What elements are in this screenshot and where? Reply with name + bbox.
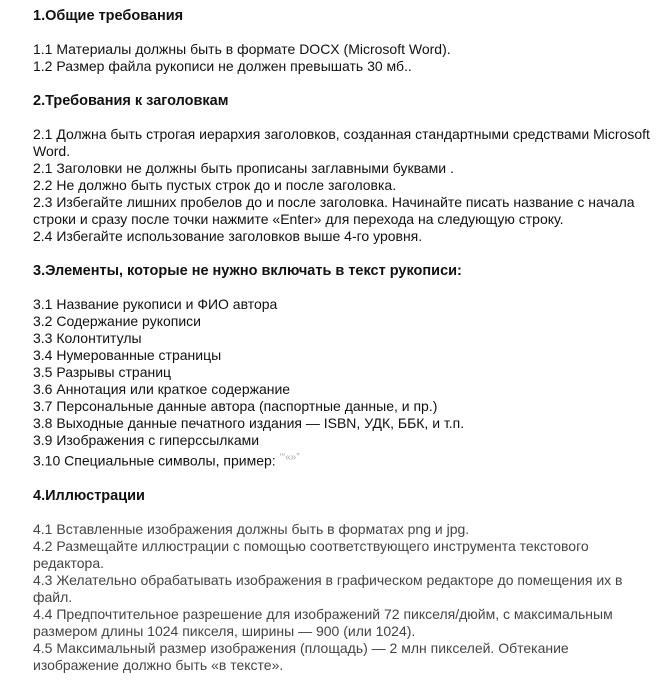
list-item-text: 3.10 Специальные символы, пример: bbox=[33, 452, 280, 469]
list-item: 2.4 Избегайте использование заголовков выше 4-го уровня. bbox=[33, 228, 423, 244]
list-item: 3.1 Название рукописи и ФИО автора bbox=[33, 296, 278, 312]
section-heading: 4.Иллюстрации bbox=[33, 487, 145, 504]
list-item bbox=[33, 449, 652, 470]
list-item: 4.2 Размещайте иллюстрации с помощью соответствующего инструмента текстового редактора. bbox=[33, 537, 589, 571]
list-item: 3.4 Нумерованные страницы bbox=[33, 347, 222, 363]
list-item: 4.1 Вставленные изображения должны быть в форматах png и jpg. bbox=[33, 520, 470, 537]
special-symbols-example: ‘“«»” bbox=[279, 452, 300, 463]
list-item: 3.5 Разрывы страниц bbox=[33, 364, 172, 380]
section-illustrations bbox=[33, 487, 652, 674]
list-item: 3.3 Колонтитулы bbox=[33, 330, 142, 346]
list-item: 2.1 Заголовки не должны быть прописаны заглавными буквами . bbox=[33, 160, 454, 176]
list-item: 3.7 Персональные данные автора (паспортные данные, и пр.) bbox=[33, 398, 438, 414]
list-item: 1.2 Размер файла рукописи не должен превышать 30 мб.. bbox=[33, 58, 412, 74]
list-item: 2.3 Избегайте лишних пробелов до и после заголовка. Начинайте писать название с начала строки и сразу после точки нажмите «Enter» для перехода на следующую строку. bbox=[33, 194, 635, 227]
section-heading: 1.Общие требования bbox=[33, 8, 184, 24]
list-item: 1.1 Материалы должны быть в формате DOCX (Microsoft Word). bbox=[33, 41, 451, 57]
list-item: 4.3 Желательно обрабатывать изображения в графическом редакторе до помещения их в файл. bbox=[33, 571, 623, 605]
list-item: 3.6 Аннотация или краткое содержание bbox=[33, 381, 291, 397]
list-item: 4.4 Предпочтительное разрешение для изображений 72 пикселя/дюйм, с максимальным размером длины 1024 пикселя, ширины — 900 (или 1024). bbox=[33, 605, 613, 639]
list-item: 3.9 Изображения с гиперссылками bbox=[33, 432, 260, 448]
list-item: 3.8 Выходные данные печатного издания — ISBN, УДК, ББК, и т.п. bbox=[33, 415, 465, 431]
list-item: 2.1 Должна быть строгая иерархия заголовков, созданная стандартными средствами Microsoft Word. bbox=[33, 126, 650, 159]
section-heading: 2.Требования к заголовкам bbox=[33, 93, 229, 109]
list-item: 2.2 Не должно быть пустых строк до и после заголовка. bbox=[33, 177, 397, 193]
section-excluded-elements bbox=[33, 262, 652, 470]
list-item: 4.5 Максимальный размер изображения (площадь) — 2 млн пикселей. Обтекание изображение должно быть «в тексте». bbox=[33, 639, 569, 673]
list-item: 3.2 Содержание рукописи bbox=[33, 313, 201, 329]
section-general bbox=[33, 7, 652, 75]
section-headings bbox=[33, 92, 652, 245]
section-heading: 3.Элементы, которые не нужно включать в текст рукописи: bbox=[33, 263, 462, 279]
